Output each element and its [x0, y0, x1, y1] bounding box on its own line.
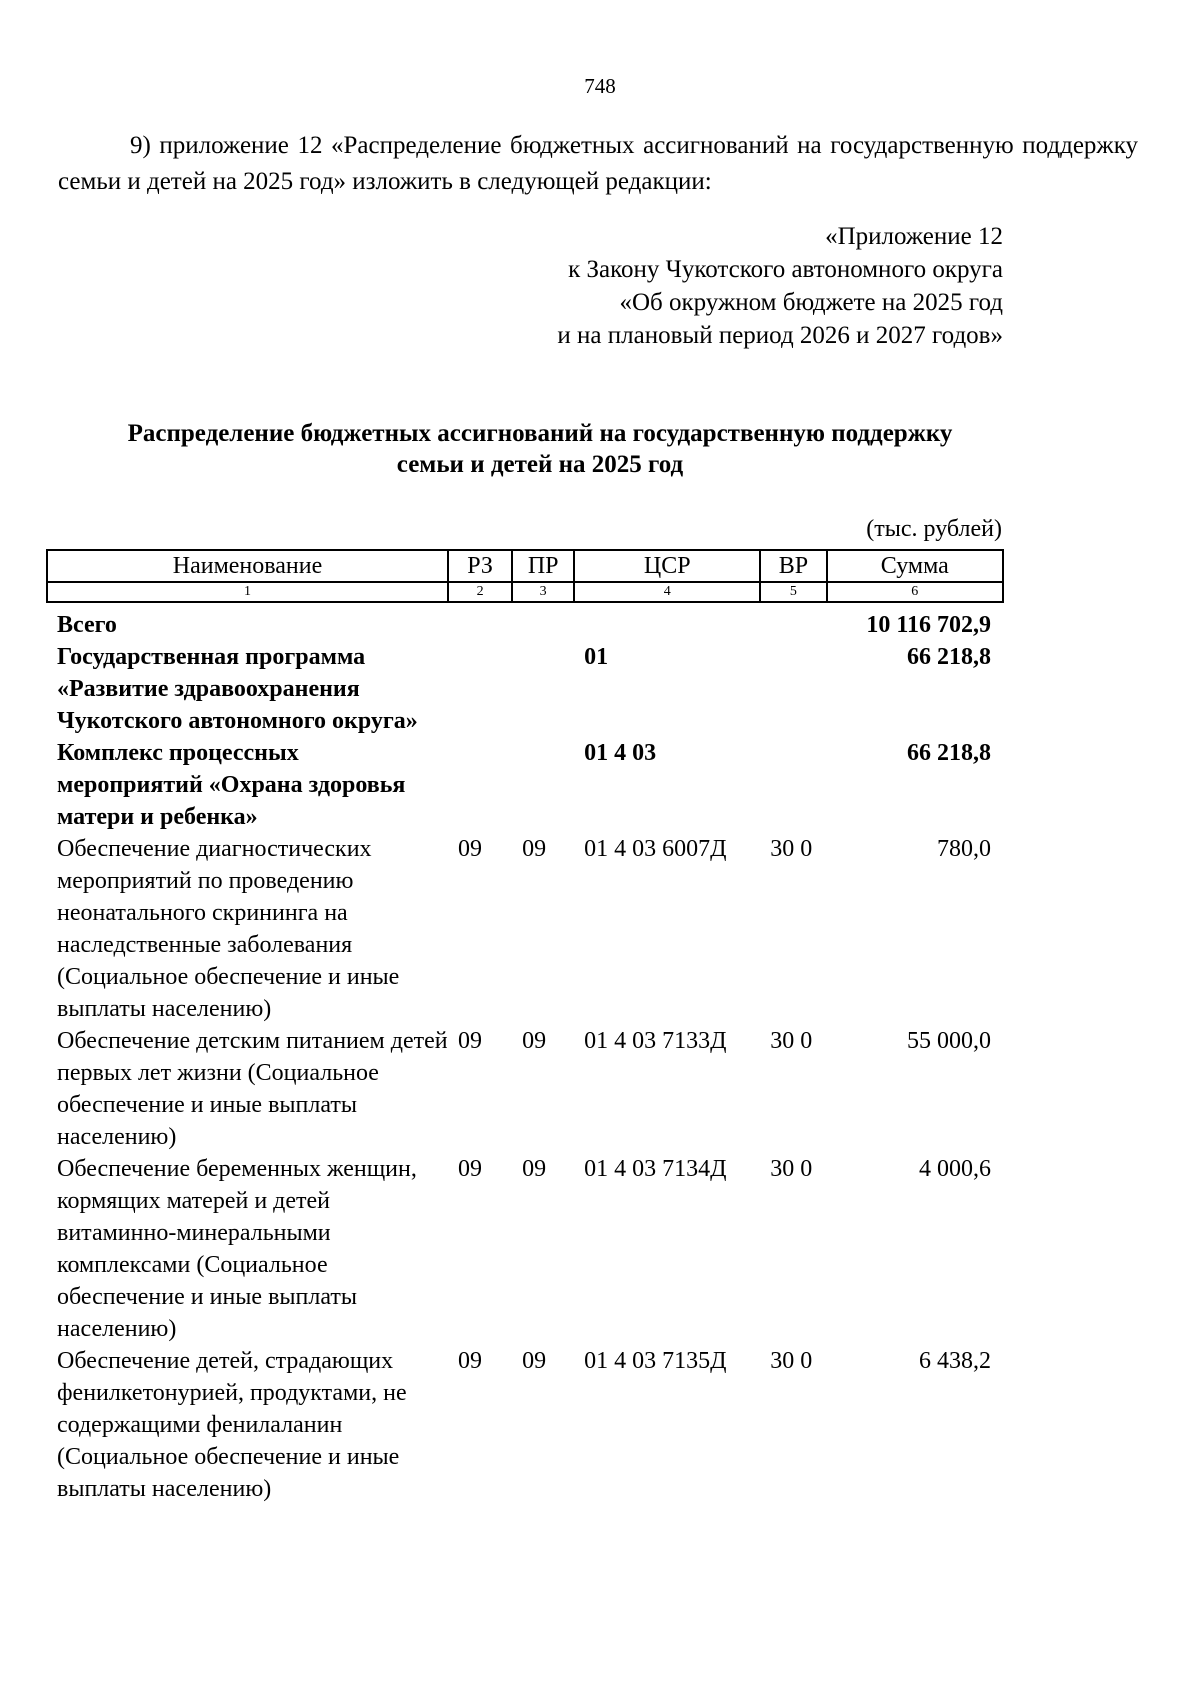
table-row: [47, 641, 1003, 737]
row-pr: 09: [522, 1156, 547, 1182]
row-name: Всего: [57, 612, 117, 638]
table-row: [47, 833, 1003, 1025]
column-number: 4: [574, 582, 760, 602]
row-name: Государственная программа «Развитие здравоохранения Чукотского автономного округа»: [57, 644, 418, 734]
row-pr: 09: [522, 836, 547, 862]
units-label: (тыс. рублей): [866, 516, 1002, 542]
table-row: [47, 1345, 1003, 1505]
row-name: Обеспечение детей, страдающих фенилкетонурией, продуктами, не содержащими фенилаланин (Социальное обеспечение и иные выплаты населению): [57, 1348, 407, 1502]
header-vr: ВР: [760, 550, 826, 582]
row-vr: 30 0: [770, 1348, 813, 1374]
document-title: [40, 418, 1040, 480]
row-rz: 09: [458, 836, 482, 862]
row-csr: 01 4 03 7133Д: [584, 1028, 727, 1054]
header-pr: ПР: [512, 550, 574, 582]
budget-table: [46, 549, 1004, 1505]
row-pr: 09: [522, 1348, 547, 1374]
row-vr: [760, 641, 826, 737]
row-name: Обеспечение беременных женщин, кормящих матерей и детей витаминно-минеральными комплексами (Социальное обеспечение и иные выплаты населению): [57, 1156, 417, 1342]
row-amount: 4 000,6: [919, 1156, 991, 1182]
appendix-line: «Об окружном бюджете на 2025 год: [619, 289, 1003, 316]
row-pr: [512, 737, 574, 833]
row-csr: 01: [584, 644, 609, 670]
column-number: 3: [512, 582, 574, 602]
row-pr: [512, 602, 574, 641]
table-row: [47, 737, 1003, 833]
row-vr: 30 0: [770, 836, 813, 862]
row-amount: 66 218,8: [907, 644, 991, 670]
row-amount: 10 116 702,9: [866, 612, 991, 638]
row-csr: [574, 602, 760, 641]
row-csr: 01 4 03 7134Д: [584, 1156, 727, 1182]
row-rz: [448, 641, 512, 737]
row-csr: 01 4 03: [584, 740, 657, 766]
row-pr: [512, 641, 574, 737]
title-line: семьи и детей на 2025 год: [396, 451, 684, 478]
intro-paragraph: 9) приложение 12 «Распределение бюджетных ассигнований на государственную поддержку семьи и детей на 2025 год» изложить в следующей редакции:: [58, 132, 1138, 195]
column-number: 2: [448, 582, 512, 602]
row-name: Обеспечение детским питанием детей первых лет жизни (Социальное обеспечение и иные выплаты населению): [57, 1028, 448, 1150]
appendix-line: «Приложение 12: [825, 223, 1003, 250]
row-rz: 09: [458, 1156, 482, 1182]
table-header-row: [47, 550, 1003, 582]
header-rz: РЗ: [448, 550, 512, 582]
column-number-row: [47, 582, 1003, 602]
column-number: 6: [827, 582, 1003, 602]
header-amount: Сумма: [827, 550, 1003, 582]
header-csr: ЦСР: [574, 550, 760, 582]
row-rz: 09: [458, 1348, 482, 1374]
table-row: [47, 1025, 1003, 1153]
row-vr: [760, 602, 826, 641]
row-csr: 01 4 03 7135Д: [584, 1348, 727, 1374]
row-vr: 30 0: [770, 1028, 813, 1054]
table-row-total: [47, 602, 1003, 641]
header-name: Наименование: [47, 550, 448, 582]
appendix-line: к Закону Чукотского автономного округа: [568, 256, 1003, 283]
row-pr: 09: [522, 1028, 547, 1054]
row-vr: [760, 737, 826, 833]
row-rz: 09: [458, 1028, 482, 1054]
row-amount: 780,0: [937, 836, 991, 862]
title-line: Распределение бюджетных ассигнований на государственную поддержку: [127, 420, 953, 447]
row-name: Комплекс процессных мероприятий «Охрана здоровья матери и ребенка»: [57, 740, 406, 830]
row-amount: 66 218,8: [907, 740, 991, 766]
row-name: Обеспечение диагностических мероприятий по проведению неонатального скрининга на наследственные заболевания (Социальное обеспечение и иные выплаты населению): [57, 836, 400, 1022]
column-number: 5: [760, 582, 826, 602]
column-number: 1: [47, 582, 448, 602]
appendix-reference: [557, 220, 1003, 352]
page-number: 748: [584, 74, 616, 98]
row-vr: 30 0: [770, 1156, 813, 1182]
row-csr: 01 4 03 6007Д: [584, 836, 727, 862]
table-row: [47, 1153, 1003, 1345]
row-rz: [448, 737, 512, 833]
row-amount: 6 438,2: [919, 1348, 991, 1374]
appendix-line: и на плановый период 2026 и 2027 годов»: [557, 322, 1003, 349]
row-amount: 55 000,0: [907, 1028, 991, 1054]
row-rz: [448, 602, 512, 641]
